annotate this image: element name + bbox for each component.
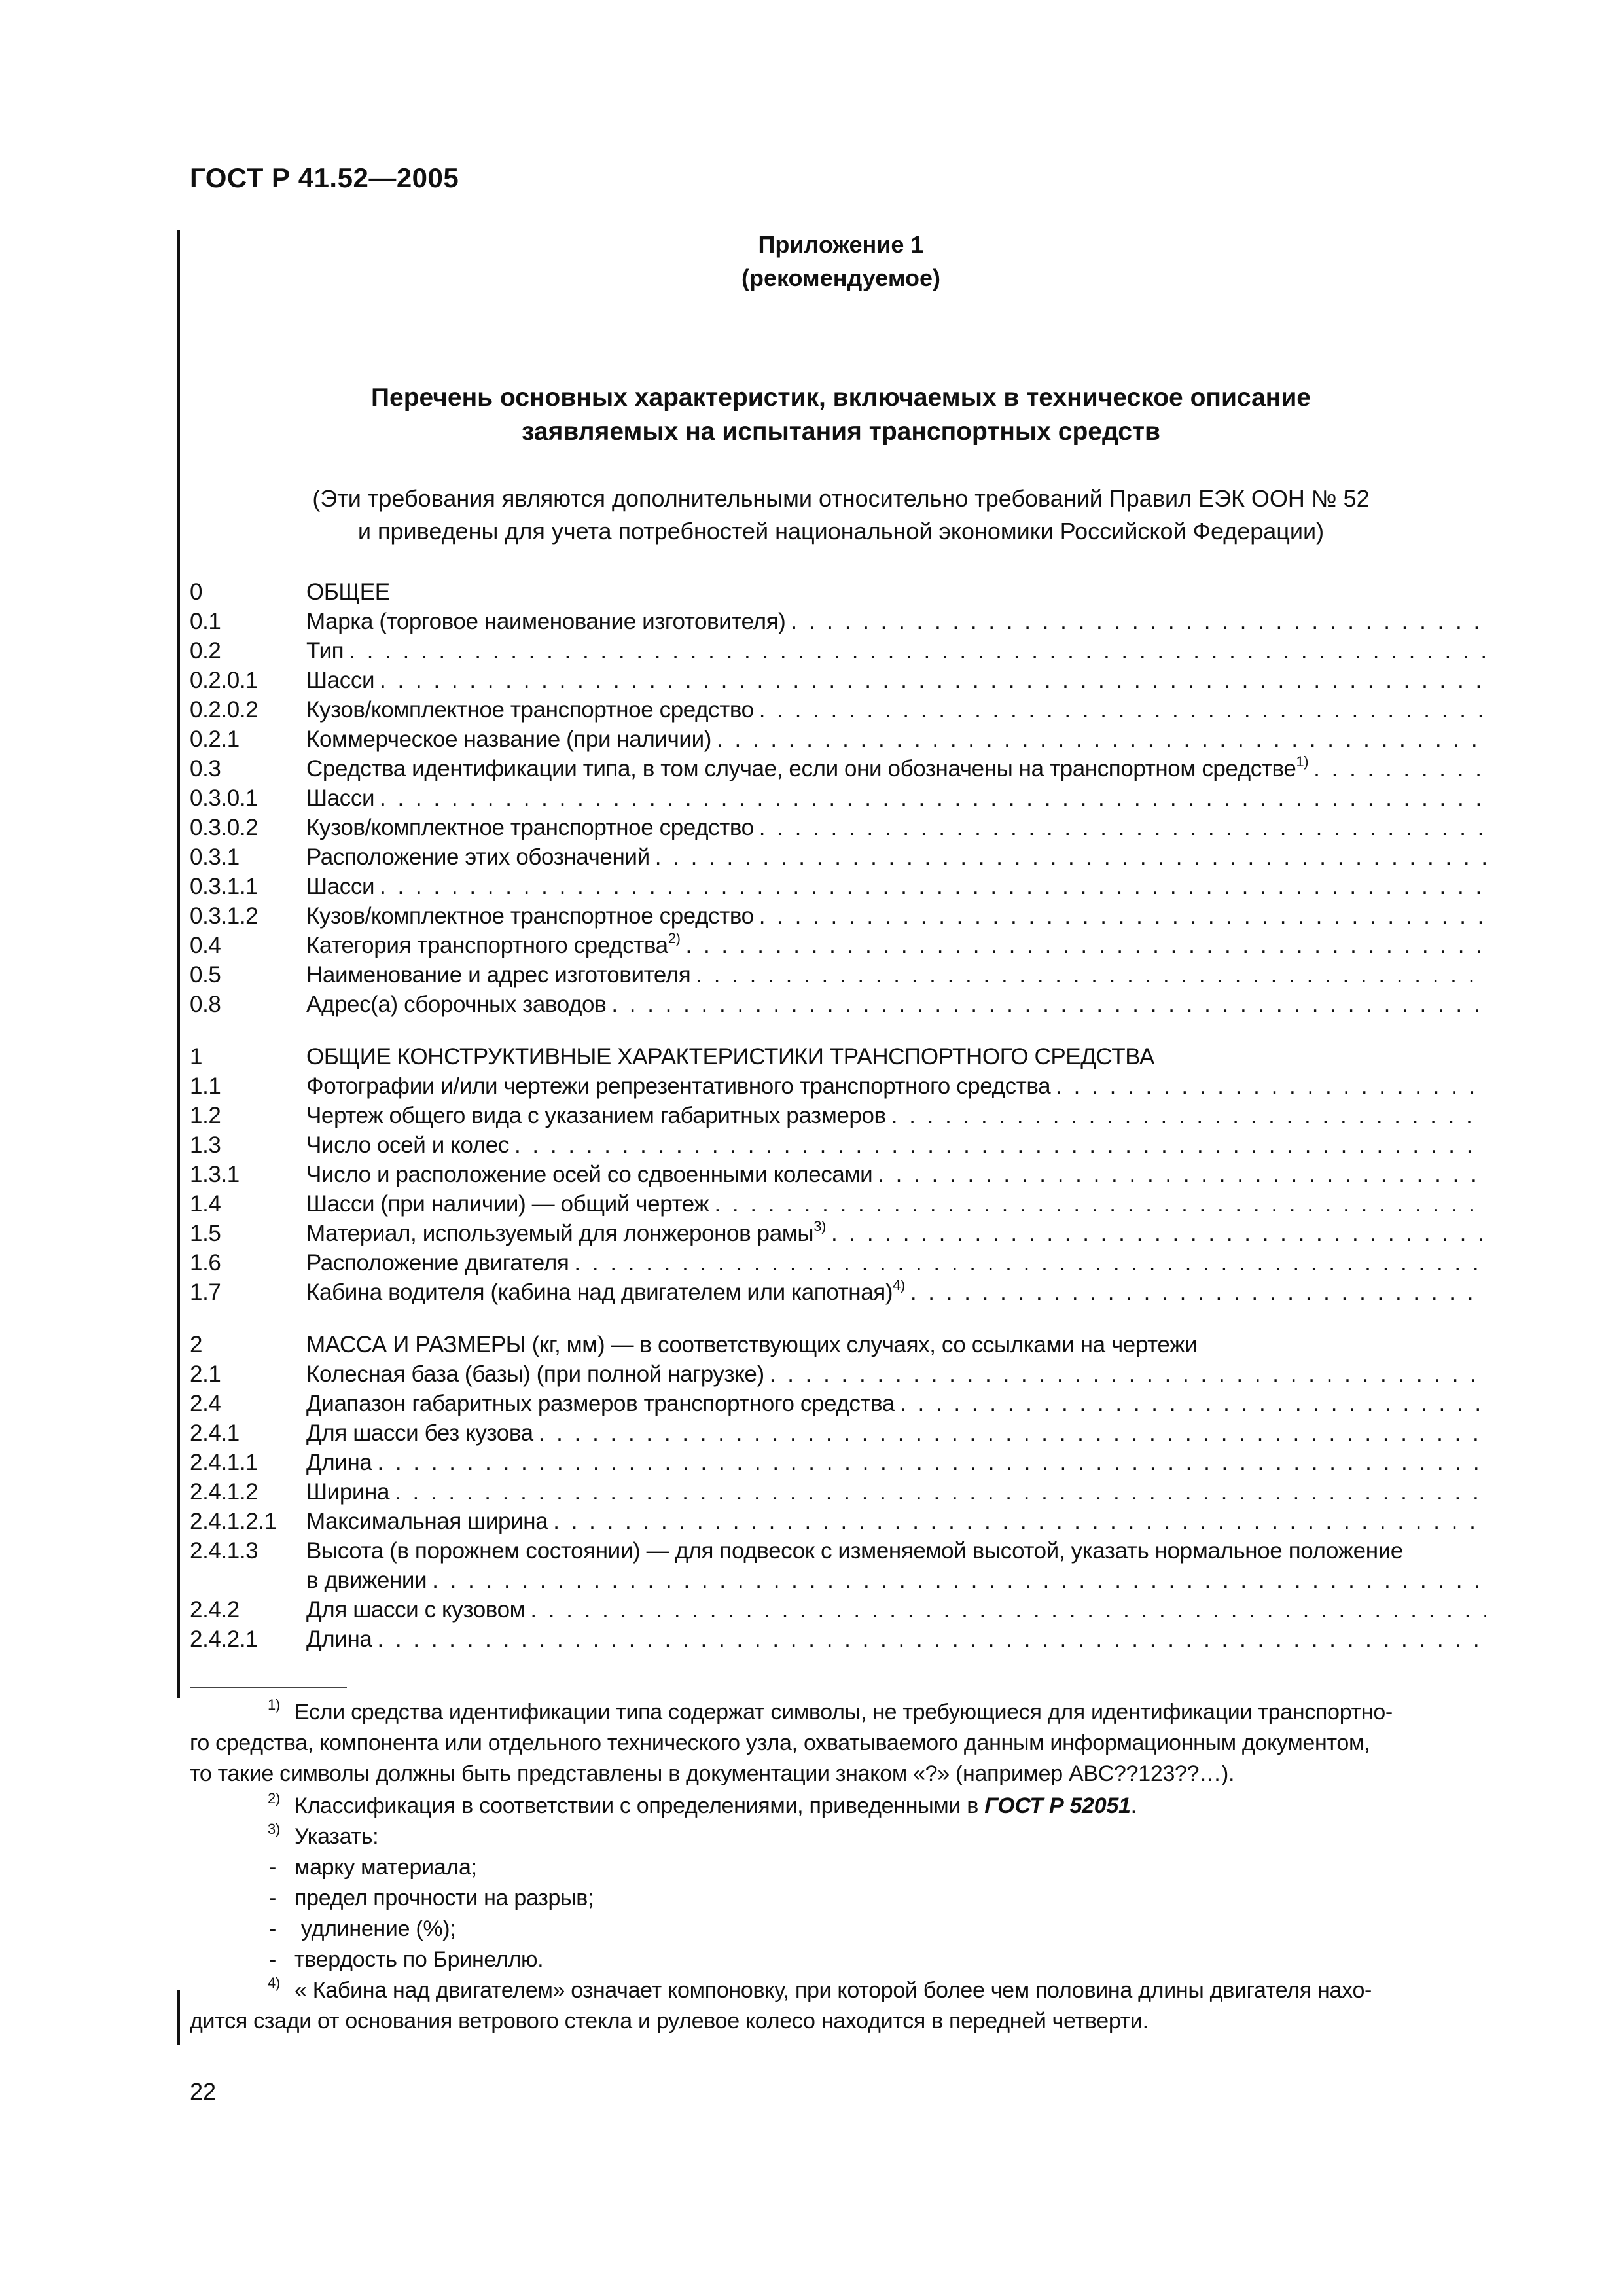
item-label: Длина bbox=[306, 1626, 372, 1652]
list-item bbox=[190, 901, 1486, 931]
footnote-end: . bbox=[1130, 1793, 1137, 1818]
item-label: Расположение двигателя bbox=[306, 1250, 569, 1276]
item-label: Тип bbox=[306, 638, 344, 664]
item-number: 0.3.0.2 bbox=[190, 815, 259, 840]
list-item-continuation bbox=[190, 1566, 1486, 1595]
item-label: Колесная база (базы) (при полной нагрузке) bbox=[306, 1361, 764, 1387]
list-item: - удлинение (%); bbox=[268, 1916, 456, 1941]
item-label: МАССА И РАЗМЕРЫ (кг, мм) — в соответствующих случаях, со ссылками на чертежи bbox=[306, 1332, 1198, 1357]
list-item bbox=[190, 577, 1486, 607]
list-item bbox=[190, 1071, 1486, 1101]
dot-leader bbox=[1050, 1071, 1486, 1101]
dot-leader bbox=[533, 1418, 1486, 1448]
list-item bbox=[190, 1248, 1486, 1278]
list-item bbox=[190, 1389, 1486, 1418]
footnote-text: Если средства идентификации типа содержат символы, не требующиеся для идентификации транспортно- bbox=[294, 1700, 1393, 1725]
dot-leader bbox=[709, 1189, 1486, 1219]
dot-leader bbox=[754, 695, 1486, 725]
item-label: Шасси bbox=[306, 668, 375, 693]
list-item bbox=[190, 1278, 1486, 1307]
item-number: 0.3.0.1 bbox=[190, 785, 259, 811]
item-label: Высота (в порожнем состоянии) — для подвесок с изменяемой высотой, указать нормальное положение bbox=[306, 1538, 1403, 1564]
dot-leader bbox=[895, 1389, 1486, 1418]
item-number: 1.3.1 bbox=[190, 1162, 240, 1187]
item-number: 2.4.2 bbox=[190, 1597, 240, 1623]
item-label: Диапазон габаритных размеров транспортного средства bbox=[306, 1391, 895, 1416]
footnote-1 bbox=[190, 1697, 1492, 1789]
list-item bbox=[190, 990, 1486, 1019]
item-label: Длина bbox=[306, 1450, 372, 1475]
footnote-text: Указать: bbox=[294, 1824, 379, 1849]
margin-bar-top bbox=[177, 230, 180, 1698]
item-number: 1.5 bbox=[190, 1221, 221, 1246]
footnote-ref: 3) bbox=[813, 1219, 826, 1234]
dot-leader bbox=[509, 1130, 1486, 1160]
list-item bbox=[190, 783, 1486, 813]
item-number: 2.4.2.1 bbox=[190, 1626, 259, 1652]
dot-leader bbox=[872, 1160, 1486, 1189]
item-label: Шасси bbox=[306, 874, 375, 899]
item-label bbox=[306, 754, 1308, 783]
item-number: 2.4.1 bbox=[190, 1420, 240, 1446]
footnote-3 bbox=[190, 1821, 1492, 1975]
item-label-text: Категория транспортного средства bbox=[306, 933, 668, 958]
dot-leader bbox=[690, 960, 1486, 990]
dot-leader bbox=[606, 990, 1486, 1019]
item-label-text: Средства идентификации типа, в том случае, если они обозначены на транспортном средстве bbox=[306, 756, 1296, 781]
standard-reference: ГОСТ Р 52051 bbox=[984, 1793, 1131, 1818]
item-label: в движении bbox=[306, 1568, 427, 1593]
dot-leader bbox=[905, 1278, 1486, 1307]
item-label: ОБЩЕЕ bbox=[306, 579, 390, 605]
list-item bbox=[190, 1130, 1486, 1160]
footnote-text: го средства, компонента или отдельного технического узла, охватываемого данным информационным документом, bbox=[190, 1731, 1370, 1755]
page-number: 22 bbox=[190, 2078, 217, 2105]
list-item bbox=[190, 1477, 1486, 1507]
footnote-mark: 4) bbox=[268, 1975, 280, 1991]
dot-leader bbox=[681, 931, 1486, 960]
item-number: 1 bbox=[190, 1044, 203, 1069]
footnote-ref: 4) bbox=[893, 1278, 905, 1293]
list-item bbox=[190, 636, 1486, 666]
note-line-2: и приведены для учета потребностей национальной экономики Российской Федерации) bbox=[357, 518, 1325, 545]
item-number: 2.4.1.1 bbox=[190, 1450, 259, 1475]
footnote-text: « Кабина над двигателем» означает компоновку, при которой более чем половина длины двигателя нахо- bbox=[294, 1978, 1372, 2003]
footnote-2 bbox=[190, 1791, 1492, 1821]
list-item bbox=[190, 960, 1486, 990]
item-number: 0.3.1.2 bbox=[190, 903, 259, 929]
item-number: 2.4.1.2.1 bbox=[190, 1509, 277, 1534]
list-item bbox=[190, 1359, 1486, 1389]
list-item: - предел прочности на разрыв; bbox=[268, 1886, 594, 1910]
footnote-list-text: твердость по Бринеллю. bbox=[294, 1947, 544, 1972]
dot-leader bbox=[374, 783, 1486, 813]
footnote-text: дится сзади от основания ветрового стекла и рулевое колесо находится в передней четверти. bbox=[190, 2009, 1149, 2034]
list-item bbox=[190, 1219, 1486, 1248]
dot-leader bbox=[548, 1507, 1486, 1536]
title-line-2: заявляемых на испытания транспортных средств bbox=[522, 418, 1160, 446]
item-label: Наименование и адрес изготовителя bbox=[306, 962, 691, 988]
dot-leader bbox=[754, 901, 1486, 931]
list-item bbox=[190, 695, 1486, 725]
item-number: 0.5 bbox=[190, 962, 221, 988]
item-label: Кузов/комплектное транспортное средство bbox=[306, 815, 754, 840]
dot-leader bbox=[886, 1101, 1486, 1130]
item-number: 1.1 bbox=[190, 1073, 221, 1099]
list-item bbox=[190, 1160, 1486, 1189]
footnote-list-text: предел прочности на разрыв; bbox=[294, 1886, 594, 1910]
item-number: 2.4.1.3 bbox=[190, 1538, 259, 1564]
characteristics-list bbox=[190, 577, 1486, 1654]
list-item bbox=[190, 931, 1486, 960]
list-item bbox=[190, 813, 1486, 842]
item-number: 0.2.0.2 bbox=[190, 697, 259, 723]
item-number: 0 bbox=[190, 579, 203, 605]
footnote-text: Классификация в соответствии с определениями, приведенными в bbox=[294, 1793, 985, 1818]
list-item bbox=[190, 872, 1486, 901]
dot-leader bbox=[764, 1359, 1486, 1389]
item-label: Кузов/комплектное транспортное средство bbox=[306, 903, 754, 929]
list-item bbox=[190, 725, 1486, 754]
item-label: Фотографии и/или чертежи репрезентативного транспортного средства bbox=[306, 1073, 1051, 1099]
dot-leader bbox=[374, 666, 1486, 695]
item-label bbox=[306, 931, 681, 960]
item-label: Марка (торговое наименование изготовителя) bbox=[306, 609, 786, 634]
dot-leader bbox=[372, 1448, 1486, 1477]
item-label-text: Кабина водителя (кабина над двигателем или капотная) bbox=[306, 1280, 893, 1305]
list-item bbox=[190, 1536, 1486, 1566]
dot-leader bbox=[525, 1595, 1486, 1624]
item-number: 1.3 bbox=[190, 1132, 221, 1158]
dot-leader bbox=[754, 813, 1486, 842]
appendix-type: (рекомендуемое) bbox=[741, 264, 940, 291]
document-title bbox=[190, 381, 1492, 449]
footnote-list-text: удлинение (%); bbox=[301, 1916, 456, 1941]
item-number: 0.4 bbox=[190, 933, 221, 958]
item-number: 2.4 bbox=[190, 1391, 221, 1416]
list-item bbox=[190, 1448, 1486, 1477]
note-line-1: (Эти требования являются дополнительными относительно требований Правил ЕЭК ООН № 52 bbox=[312, 485, 1370, 512]
footnote-mark: 3) bbox=[268, 1821, 280, 1837]
list-item bbox=[190, 1418, 1486, 1448]
item-label: Шасси bbox=[306, 785, 375, 811]
item-label-text: Материал, используемый для лонжеронов рамы bbox=[306, 1221, 814, 1246]
dot-leader bbox=[650, 842, 1486, 872]
item-number: 1.2 bbox=[190, 1103, 221, 1128]
footnote-text: то такие символы должны быть представлены в документации знаком «?» (например ABC??123??…). bbox=[190, 1761, 1235, 1786]
item-label: Число и расположение осей со сдвоенными колесами bbox=[306, 1162, 873, 1187]
dot-leader bbox=[826, 1219, 1486, 1248]
list-item bbox=[190, 1595, 1486, 1624]
dot-leader bbox=[374, 872, 1486, 901]
margin-bar-bottom bbox=[177, 1990, 180, 2045]
title-line-1: Перечень основных характеристик, включаемых в техническое описание bbox=[370, 384, 1311, 412]
list-item bbox=[190, 607, 1486, 636]
item-label: Максимальная ширина bbox=[306, 1509, 548, 1534]
item-label: ОБЩИЕ КОНСТРУКТИВНЫЕ ХАРАКТЕРИСТИКИ ТРАНСПОРТНОГО СРЕДСТВА bbox=[306, 1044, 1154, 1069]
item-number: 0.3.1.1 bbox=[190, 874, 259, 899]
footnote-ref: 2) bbox=[668, 931, 681, 946]
item-label: Шасси (при наличии) — общий чертеж bbox=[306, 1191, 709, 1217]
footnote-separator bbox=[190, 1687, 347, 1688]
list-item bbox=[190, 842, 1486, 872]
footnote-list-text: марку материала; bbox=[294, 1855, 477, 1880]
item-number: 0.3 bbox=[190, 756, 221, 781]
list-item: - марку материала; bbox=[268, 1855, 477, 1880]
footnote-4 bbox=[190, 1975, 1492, 2037]
document-header: ГОСТ Р 41.52—2005 bbox=[190, 162, 459, 193]
item-number: 1.7 bbox=[190, 1280, 221, 1305]
item-label: Коммерческое название (при наличии) bbox=[306, 726, 711, 752]
item-label: Расположение этих обозначений bbox=[306, 844, 650, 870]
dot-leader bbox=[372, 1624, 1486, 1654]
item-number: 2 bbox=[190, 1332, 203, 1357]
item-number: 2.4.1.2 bbox=[190, 1479, 259, 1505]
item-number: 0.2 bbox=[190, 638, 221, 664]
item-number: 0.8 bbox=[190, 992, 221, 1017]
item-label bbox=[306, 1219, 826, 1248]
dot-leader bbox=[569, 1248, 1486, 1278]
item-label: Кузов/комплектное транспортное средство bbox=[306, 697, 754, 723]
appendix-heading bbox=[190, 228, 1492, 295]
item-number: 0.2.0.1 bbox=[190, 668, 259, 693]
list-item bbox=[190, 1330, 1486, 1359]
item-label: Ширина bbox=[306, 1479, 390, 1505]
item-number: 0.1 bbox=[190, 609, 221, 634]
list-item bbox=[190, 1507, 1486, 1536]
footnote-mark: 2) bbox=[268, 1790, 280, 1806]
item-number: 0.3.1 bbox=[190, 844, 240, 870]
item-number: 2.1 bbox=[190, 1361, 221, 1387]
appendix-number: Приложение 1 bbox=[758, 231, 924, 258]
item-label: Для шасси без кузова bbox=[306, 1420, 533, 1446]
list-item bbox=[190, 1189, 1486, 1219]
dot-leader bbox=[427, 1566, 1486, 1595]
dot-leader bbox=[711, 725, 1486, 754]
item-number: 1.4 bbox=[190, 1191, 221, 1217]
list-item bbox=[190, 666, 1486, 695]
dot-leader bbox=[1308, 754, 1486, 783]
item-label: Адрес(а) сборочных заводов bbox=[306, 992, 607, 1017]
footnote-mark: 1) bbox=[268, 1696, 280, 1713]
item-number: 1.6 bbox=[190, 1250, 221, 1276]
list-item bbox=[190, 754, 1486, 783]
item-label: Для шасси с кузовом bbox=[306, 1597, 526, 1623]
dot-leader bbox=[785, 607, 1486, 636]
item-label: Число осей и колес bbox=[306, 1132, 509, 1158]
item-label bbox=[306, 1278, 905, 1307]
list-item bbox=[190, 1042, 1486, 1071]
list-item: - твердость по Бринеллю. bbox=[268, 1947, 544, 1972]
dot-leader bbox=[389, 1477, 1486, 1507]
list-item bbox=[190, 1624, 1486, 1654]
item-number: 0.2.1 bbox=[190, 726, 240, 752]
list-item bbox=[190, 1101, 1486, 1130]
footnote-ref: 1) bbox=[1296, 754, 1309, 770]
scope-note bbox=[190, 482, 1492, 548]
item-label: Чертеж общего вида с указанием габаритных размеров bbox=[306, 1103, 886, 1128]
dot-leader bbox=[344, 636, 1486, 666]
